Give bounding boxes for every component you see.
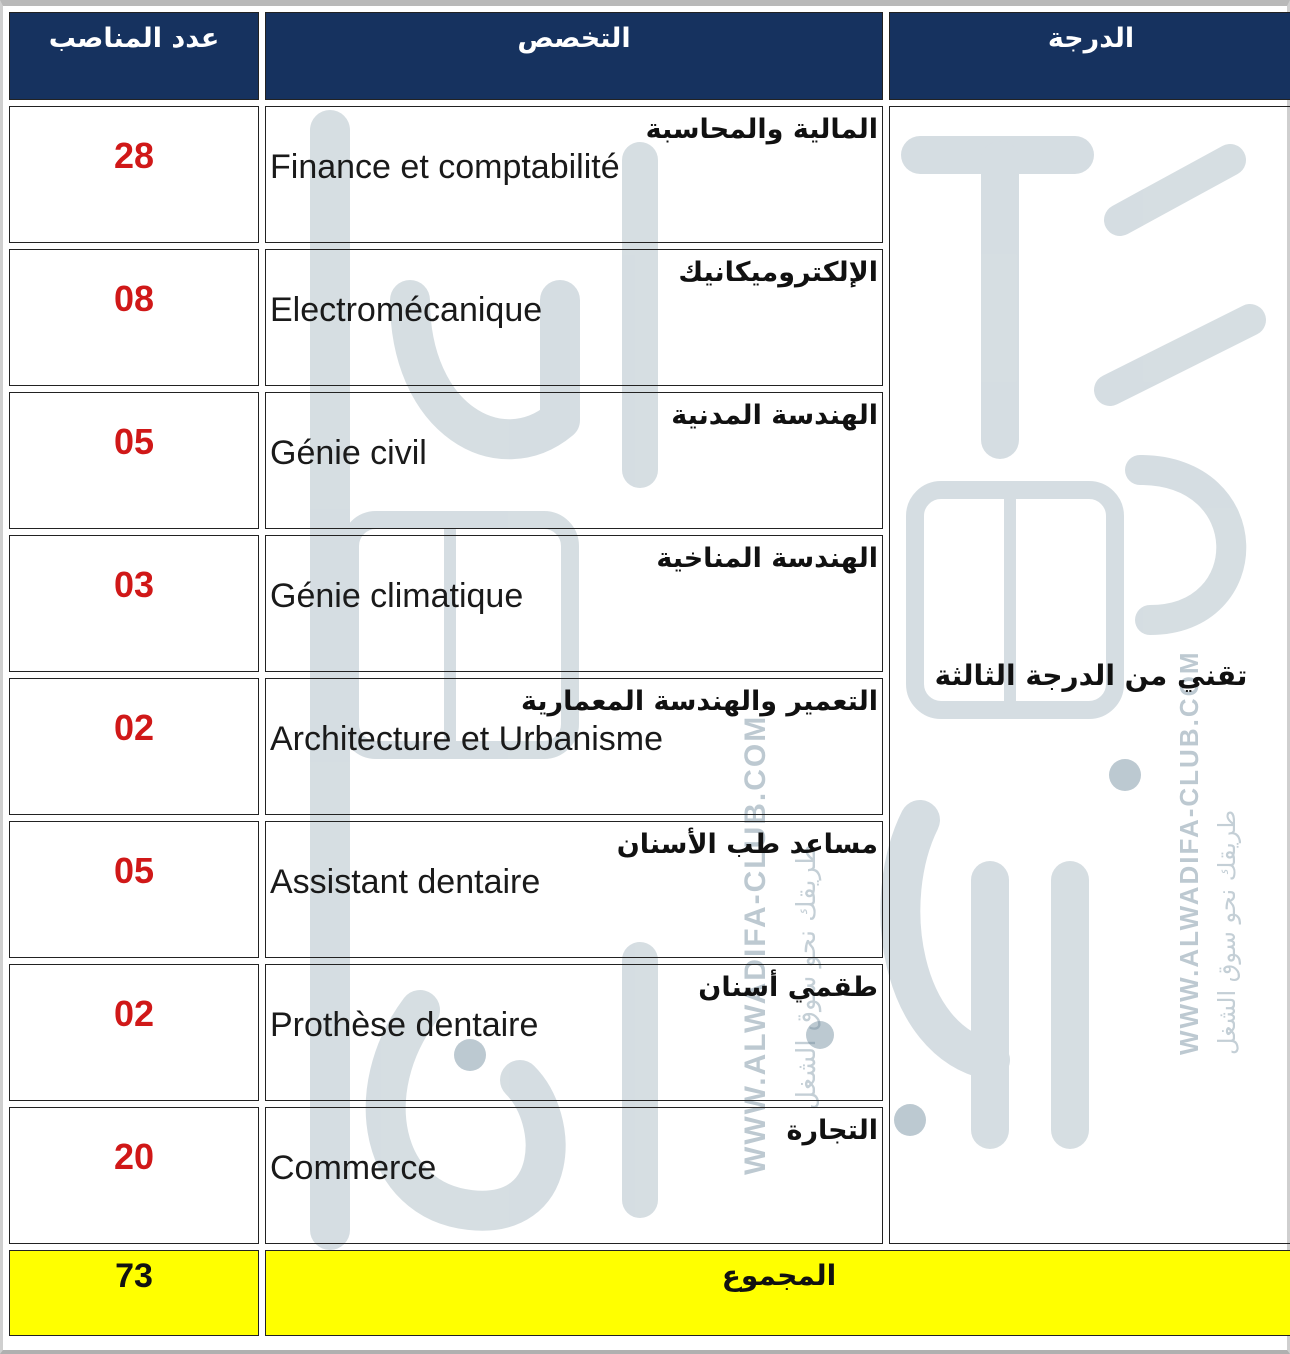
specialty-cell — [265, 964, 883, 1101]
specialty-arabic: الهندسة المناخية — [656, 543, 878, 574]
specialty-french: Assistant dentaire — [270, 863, 541, 901]
table-row — [9, 106, 1290, 243]
specialty-cell — [265, 249, 883, 386]
specialty-arabic: مساعد طب الأسنان — [616, 829, 878, 860]
watermark-site-left: WWW.ALWADIFA-CLUB.COM — [739, 714, 772, 1175]
specialty-french: Commerce — [270, 1149, 437, 1187]
posts-count-cell: 08 — [9, 249, 259, 386]
specialty-french: Electromécanique — [270, 291, 543, 329]
total-count: 73 — [9, 1250, 259, 1336]
posts-count-cell: 05 — [9, 821, 259, 958]
table-header-row — [9, 12, 1290, 100]
header-specialty: التخصص — [265, 12, 883, 100]
specialty-french: Finance et comptabilité — [270, 148, 620, 186]
specialty-cell — [265, 106, 883, 243]
total-label: المجموع — [265, 1250, 1290, 1336]
watermark-site-right: WWW.ALWADIFA-CLUB.COM — [1174, 650, 1204, 1055]
posts-count-cell: 28 — [9, 106, 259, 243]
specialty-cell — [265, 678, 883, 815]
specialty-arabic: التعمير والهندسة المعمارية — [521, 686, 878, 717]
header-posts-count: عدد المناصب — [9, 12, 259, 100]
watermark-tagline-right: طريقك نحو سوق الشغل — [1213, 809, 1241, 1055]
posts-count-cell: 02 — [9, 678, 259, 815]
specialty-cell — [265, 821, 883, 958]
specialty-cell — [265, 1107, 883, 1244]
specialty-cell — [265, 392, 883, 529]
grade-cell: تقني من الدرجة الثالثة — [889, 106, 1290, 1244]
specialty-arabic: التجارة — [786, 1115, 878, 1146]
posts-count-cell: 20 — [9, 1107, 259, 1244]
specialty-cell — [265, 535, 883, 672]
specialty-arabic: الإلكتروميكانيك — [678, 257, 878, 288]
total-row — [9, 1250, 1290, 1336]
specialty-french: Prothèse dentaire — [270, 1006, 539, 1044]
specialty-french: Génie climatique — [270, 577, 524, 615]
posts-count-cell: 03 — [9, 535, 259, 672]
posts-count-cell: 02 — [9, 964, 259, 1101]
watermark-tagline-left: طريقك نحو سوق الشغل — [792, 844, 822, 1110]
specialty-arabic: طقمي أسنان — [698, 972, 878, 1003]
header-grade: الدرجة — [889, 12, 1290, 100]
specialty-french: Génie civil — [270, 434, 427, 472]
specialty-french: Architecture et Urbanisme — [270, 720, 664, 758]
posts-count-cell: 05 — [9, 392, 259, 529]
specialty-arabic: الهندسة المدنية — [671, 400, 878, 431]
posts-table — [3, 6, 1290, 1342]
specialty-arabic: المالية والمحاسبة — [645, 114, 878, 145]
